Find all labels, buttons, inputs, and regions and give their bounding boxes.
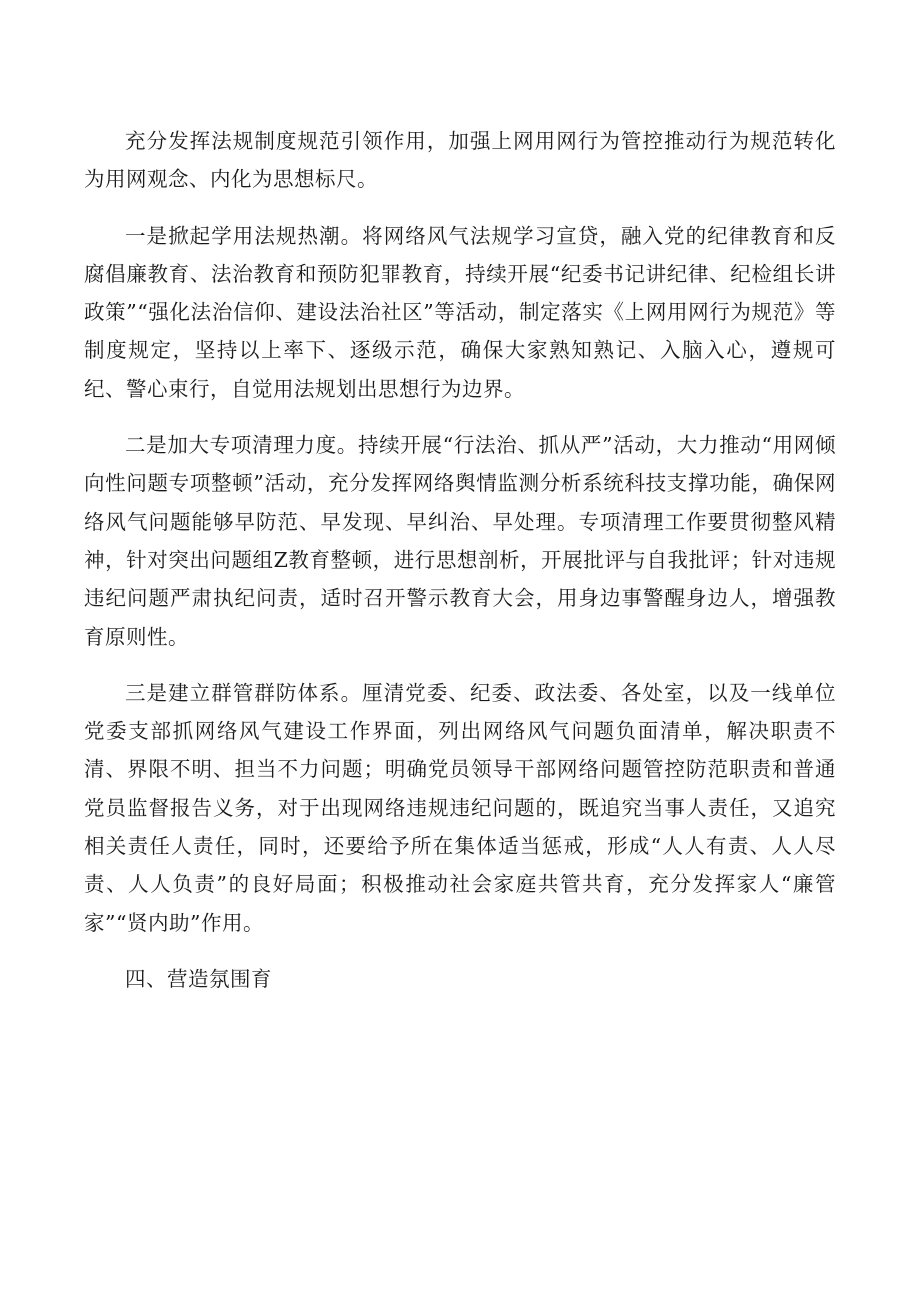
paragraph-intro: 充分发挥法规制度规范引领作用，加强上网用网行为管控推动行为规范转化为用网观念、内化为思想标尺。 (84, 129, 836, 192)
paragraph-special-cleanup: 二是加大专项清理力度。持续开展“行法治、抓从严”活动，大力推动“用网倾向性问题专项整顿”活动，充分发挥网络舆情监测分析系统科技支撑功能，确保网络风气问题能够早防范、早发现、早纠治、早处理。专项清理工作要贯彻整风精神，针对突出问题组Z教育整顿，进行思想剖析，开展批评与自我批评；针对违规违纪问题严肃执纪问责，适时召开警示教育大会，用身边事警醒身边人，增强教育原则性。 (84, 433, 836, 649)
paragraph-study-regulations: 一是掀起学用法规热潮。将网络风气法规学习宣贷，融入党的纪律教育和反腐倡廉教育、法治教育和预防犯罪教育，持续开展“纪委书记讲纪律、纪检组长讲政策”“强化法治信仰、建设法治社区”等活动，制定落实《上网用网行为规范》等制度规定，坚持以上率下、逐级示范，确保大家熟知熟记、入脑入心，遵规可纪、警心束行，自觉用法规划出思想行为边界。 (84, 223, 836, 401)
section-heading: 四、营造氛围育 (125, 966, 272, 991)
paragraph-group-management: 三是建立群管群防体系。厘清党委、纪委、政法委、各处室，以及一线单位党委支部抓网络风气建设工作界面，列出网络风气问题负面清单，解决职责不清、界限不明、担当不力问题；明确党员领导干部网络问题管控防范职责和普通党员监督报告义务，对于出现网络违规违纪问题的，既追究当事人责任，又追究相关责任人责任，同时，还要给予所在集体适当惩戒，形成“人人有责、人人尽责、人人负责”的良好局面；积极推动社会家庭共管共育，充分发挥家人“廉管家”“贤内助”作用。 (84, 680, 836, 935)
document-page (84, 122, 836, 998)
